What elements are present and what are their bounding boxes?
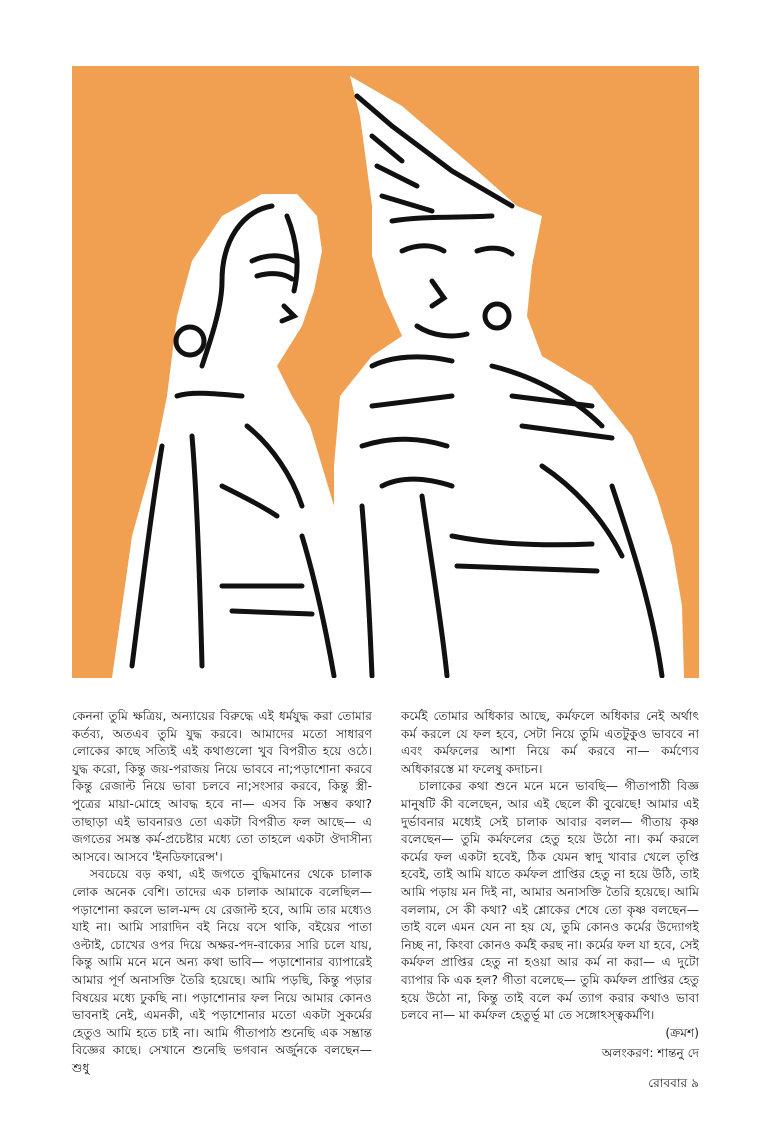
illustration xyxy=(72,66,699,678)
paragraph: চালাকের কথা শুনে মনে মনে ভাবছি— গীতাপাঠী বিজ্ঞ মানুষটি কী বলেছেন, আর এই ছেলে কী বুঝেছে! আমার এই দুর্ভাবনার মধ্যেই সেই চালাক আবার বলল— গীতায় কৃষ্ণ বলেছেন— তুমি কর্মফলের হেতু হয়ে উঠো না। কর্ম করলে কর্মের ফল একটা হবেই, ঠিক যেমন স্বাদু খাবার খেলে তৃপ্তি হবেই, তাই আমি যাতে কর্মফল প্রাপ্তির হেতু না হয়ে উঠি, তাই আমি পড়ায় মন দিই না, আমার অনাসক্তি তৈরি হয়েছে। আমি বললাম, সে কী কথা? এই শ্লোকের শেষে তো কৃষ্ণ বলছেন— তাই বলে এমন যেন না হয় যে, তুমি কোনও কর্মের উদ্যোগই নিচ্ছ না, কিংবা কোনও কর্মই করছ না। কর্মের ফল যা হবে, সেই কর্মফল প্রাপ্তির হেতু না হওয়া আর কর্ম না করা— এ দুটো ব্যাপার কি এক হল? গীতা বলেছে— তুমি কর্মফল প্রাপ্তির হেতু হয়ে উঠো না, কিন্তু তাই বলে কর্ম ত্যাগ করার কথাও ভাবা চলবে না— মা কর্মফল হেতুর্ভূ মা তে সঙ্গোঽস্ত্বকর্মণি। xyxy=(401,779,699,1023)
paragraph: সবচেয়ে বড় কথা, এই জগতে বুদ্ধিমানের থেকে চালাক লোক অনেক বেশি। তাদের এক চালাক আমাকে বলেছিল— পড়াশোনা করলে ভাল-মন্দ যে রেজাল্ট হবে, আমি তার মধ্যেও যাই না। আমি সারাদিন বই নিয়ে বসে থাকি, বইয়ের পাতা ওল্টাই, চোখের ওপর দিয়ে অক্ষর-পদ-বাক্যের সারি চলে যায়, কিন্তু আমি মনে মনে অন্য কথা ভাবি— পড়াশোনার ব্যাপারেই আমার পূর্ণ অনাসক্তি তৈরি হয়েছে। আমি পড়ছি, কিন্তু পড়ার বিষয়ের মধ্যে ঢুকছি না। পড়াশোনার ফল নিয়ে আমার কোনও ভাবনাই নেই, এমনকী, এই পড়াশোনার মতো একটা সুকর্মের হেতুও আমি হতে চাই না। আমি গীতাপাঠ শুনেছি এক সম্ভ্রান্ত বিজ্ঞের কাছে। সেখানে শুনেছি ভগবান অর্জুনকে বলছেন— শুধু xyxy=(72,867,372,1075)
page-folio: রোববার ৯ xyxy=(648,1076,699,1090)
paragraph: কর্মেই তোমার অধিকার আছে, কর্মফলে অধিকার নেই অর্থাৎ কর্ম করলে যে ফল হবে, সেটা নিয়ে তুমি এতটুকুও ভাববে না এবং কর্মফলের আশা নিয়ে কর্ম করবে না— কর্মণ্যেব অধিকারস্তে মা ফলেষু কদাচন। xyxy=(401,709,699,776)
illustration-artwork xyxy=(72,66,699,678)
illustration-credit: অলংকরণ: শান্তনু দে xyxy=(601,1046,699,1060)
article-left-column xyxy=(72,708,372,1077)
paragraph: কেননা তুমি ক্ষত্রিয়, অন্যায়ের বিরুদ্ধে এই ধর্মযুদ্ধ করা তোমার কর্তব্য, অতএব তুমি যুদ্ধ করবে। আমাদের মতো সাধারণ লোকের কাছে সত্যিই এই কথাগুলো খুব বিপরীত হয়ে ওঠে। যুদ্ধ করো, কিন্তু জয়-পরাজয় নিয়ে ভাববে না;পড়াশোনা করবে কিন্তু রেজাল্ট নিয়ে ভাবা চলবে না;সংসার করবে, কিন্তু স্ত্রী-পুত্রের মায়া-মোহে আবদ্ধ হবে না— এসব কি সম্ভব কথা? তাছাড়া এই ভাবনারও তো একটা বিপরীত ফল আছে— এ জগতের সমস্ত কর্ম-প্রচেষ্টার মধ্যে তো তাহলে একটা ঔদাসীন্য আসবে। আসবে 'ইনডিফারেন্স'। xyxy=(72,709,372,864)
serial-note: (ক্রমশ) xyxy=(665,1026,699,1040)
article-right-column xyxy=(401,708,699,1025)
